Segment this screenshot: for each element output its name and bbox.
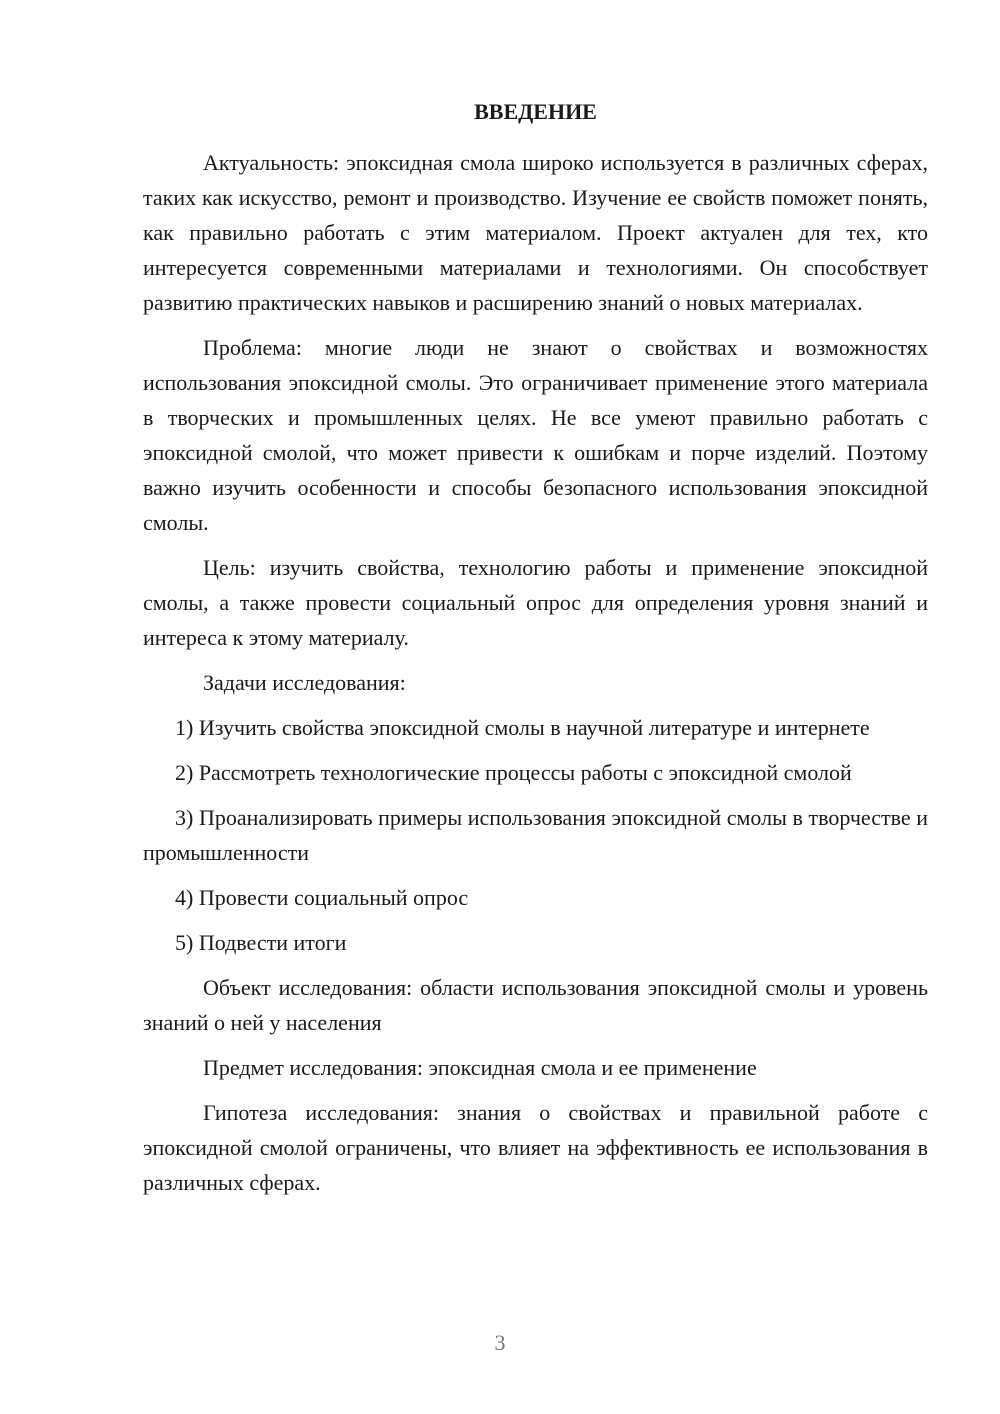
goal-paragraph: Цель: изучить свойства, технологию работы и применение эпоксидной смолы, а также провести социальный опрос для определения уровня знаний и интереса к этому материалу. <box>143 555 928 650</box>
task-item-5: 5) Подвести итоги <box>175 930 347 955</box>
task-item-4: 4) Провести социальный опрос <box>175 885 469 910</box>
page-number: 3 <box>494 1330 506 1355</box>
document-page <box>143 94 928 1210</box>
page-title: ВВЕДЕНИЕ <box>474 99 597 124</box>
hypothesis-paragraph: Гипотеза исследования: знания о свойствах и правильной работе с эпоксидной смолой ограничены, что влияет на эффективность ее использования в различных сферах. <box>143 1100 928 1195</box>
subject-paragraph: Предмет исследования: эпоксидная смола и ее применение <box>203 1055 757 1080</box>
task-item-2: 2) Рассмотреть технологические процессы работы с эпоксидной смолой <box>175 760 852 785</box>
tasks-heading: Задачи исследования: <box>203 670 406 695</box>
problem-paragraph: Проблема: многие люди не знают о свойствах и возможностях использования эпоксидной смолы. Это ограничивает применение этого материала в творческих и промышленных целях. Не все умеют правильно работать с эпоксидной смолой, что может привести к ошибкам и порче изделий. Поэтому важно изучить особенности и способы безопасного использования эпоксидной смолы. <box>143 335 928 535</box>
relevance-paragraph: Актуальность: эпоксидная смола широко используется в различных сферах, таких как искусство, ремонт и производство. Изучение ее свойств поможет понять, как правильно работать с этим материалом. Проект актуален для тех, кто интересуется современными материалами и технологиями. Он способствует развитию практических навыков и расширению знаний о новых материалах. <box>143 150 928 315</box>
task-item-1: 1) Изучить свойства эпоксидной смолы в научной литературе и интернете <box>175 715 870 740</box>
task-item-3: 3) Проанализировать примеры использования эпоксидной смолы в творчестве и промышленности <box>143 805 928 865</box>
object-paragraph: Объект исследования: области использования эпоксидной смолы и уровень знаний о ней у населения <box>143 975 928 1035</box>
